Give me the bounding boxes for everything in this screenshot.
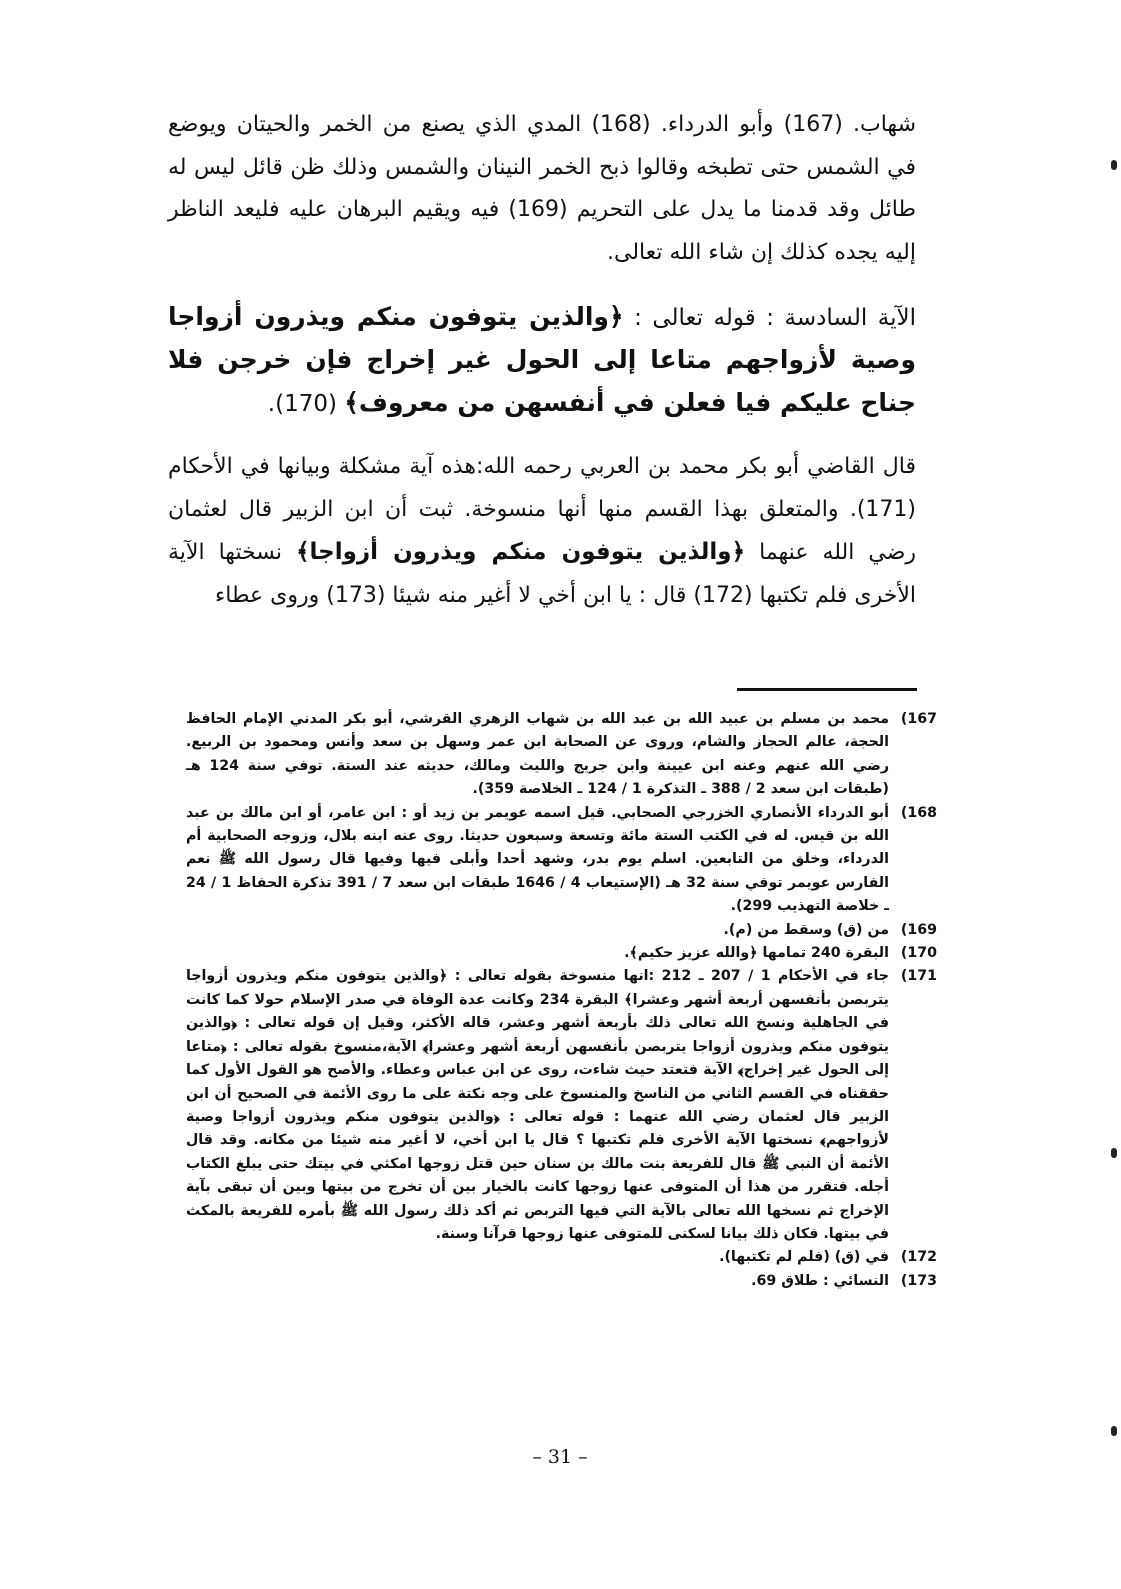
- footnote-167: [186, 708, 937, 802]
- footnote-text: النسائي : طلاق 69.: [751, 1272, 889, 1289]
- verse-intro: الآية السادسة : قوله تعالى :: [623, 305, 916, 331]
- paragraph-text-part-b: نسختها الآية الأخرى فلم تكتبها (172) قال : يا ابن أخي لا أغير منه شيئا (173) وروى عطاء: [168, 540, 916, 608]
- footnote-text: أبو الدرداء الأنصاري الخزرجي الصحابي. قيل اسمه عويمر بن زيد أو : ابن عامر، أو ابن مالك بن عبد الله بن قيس. له في الكتب الستة مائة وتسعة وسبعون حديثا. روى عنه ابنه بلال، وزوجه الصحابية أم الدرداء، وخلق من التابعين. اسلم يوم بدر، وشهد أحدا وأبلى فيها وفيها قال رسول الله ﷺ نعم الفارس عويمر توفي سنة 32 هـ (الإستيعاب 4 / 1646 طبقات ابن سعد 7 / 391 تذكرة الحفاظ 1 / 24 ـ خلاصة التهذيب 299).: [186, 804, 890, 915]
- quranic-verse: ﴿والذين يتوفون منكم ويذرون أزواجا وصية لأزواجهم متاعا إلى الحول غير إخراج فإن خرجن فلا جناح عليكم فيا فعلن في أنفسهن من معروف﴾: [168, 302, 916, 417]
- verse-footnote-ref: (170).: [267, 391, 345, 417]
- footnote-text: جاء في الأحكام 1 / 207 ـ 212 :انها منسوخة بقوله تعالى : ﴿والذين يتوفون منكم ويذرون أزواجا يتربصن بأنفسهن أربعة أشهر وعشرا﴾ البقرة 234 وكانت عدة الوفاة في صدر الإسلام حولا كما كانت في الجاهلية ونسخ الله تعالى ذلك بأربعة أشهر وعشر، قاله الأكثر، وقيل إن قوله تعالى : ﴿والذين يتوفون منكم ويذرون أزواجا يتربصن بأنفسهن أربعة أشهر وعشرا﴾ الآية،منسوخ بقوله تعالى : ﴿متاعا إلى الحول غير إخراج﴾ الآية فتعتد حيث شاءت، روى عن ابن عباس وعطاء. والأصح هو القول الأول كما حققناه في القسم الثاني من الناسخ والمنسوخ على وجه نكتة على ما روى الأئمة في الصحيح أن ابن الزبير قال لعثمان رضي الله عنهما : قوله تعالى : ﴿والذين يتوفون منكم ويذرون أزواجا وصية لأزواجهم﴾ نسختها الآية الأخرى فلم تكتبها ؟ قال يا ابن أخي، لا أغير منه شيئا من مكانه. وقد قال الأئمة أن النبي ﷺ قال للفريعة بنت مالك بن سنان حين قتل زوجها امكثي في بيتك حتى يبلغ الكتاب أجله. فتقرر من هذا أن المتوفى عنها زوجها كانت بالخيار بين أن تخرج من بيتها وبين أن تبقى بآية الإخراج ثم نسخها الله تعالى بالآية التي فيها التربص ثم أكد ذلك رسول الله ﷺ بأمره للفريعة بالمكث في بيتها. فكان ذلك بيانا لسكنى للمتوفى عنها زوجها قرآنا وسنة.: [186, 968, 890, 1242]
- scan-artifact: [1111, 160, 1117, 170]
- footnote-number: (173: [900, 1272, 937, 1289]
- scan-artifact: [1111, 1426, 1117, 1436]
- verse-block: [168, 296, 916, 425]
- page-number: – 31 –: [532, 1446, 588, 1468]
- footnote-number: (169: [900, 921, 937, 938]
- main-paragraph-1: [168, 104, 916, 274]
- verse-paragraph: [168, 296, 916, 425]
- quranic-verse-inline: ﴿والذين يتوفون منكم ويذرون أزواجا﴾: [296, 539, 746, 565]
- paragraph-text-part-a: قال القاضي أبو بكر محمد بن العربي رحمه الله:هذه آية مشكلة وبيانها في الأحكام (171). والمتعلق بهذا القسم منها أنها منسوخة. ثبت أن ابن الزبير قال لعثمان رضي الله عنهما: [168, 454, 917, 565]
- footnote-170: [186, 942, 937, 965]
- footnote-number: (172: [900, 1249, 937, 1266]
- footnote-separator: [737, 688, 917, 691]
- footnote-text: من (ق) وسقط من (م).: [723, 921, 889, 938]
- footnote-number: (171: [900, 968, 937, 985]
- footnote-text: في (ق) (فلم لم تكتبها).: [719, 1249, 889, 1266]
- paragraph-text: [168, 446, 916, 617]
- footnote-text: البقرة 240 تمامها ﴿والله عزيز حكيم﴾.: [624, 945, 889, 962]
- footnotes: [186, 708, 937, 1293]
- footnote-number: (168: [900, 804, 937, 821]
- footnote-172: [186, 1246, 937, 1269]
- paragraph-text: شهاب. (167) وأبو الدرداء. (168) المدي الذي يصنع من الخمر والحيتان ويوضع في الشمس حتى تطبخه وقالوا ذبح الخمر النينان والشمس وذلك ظن قائل ليس له طائل وقد قدمنا ما يدل على التحريم (169) فيه ويقيم البرهان عليه فليعد الناظر إليه يجده كذلك إن شاء الله تعالى.: [168, 112, 917, 265]
- footnote-169: [186, 919, 937, 942]
- footnote-173: [186, 1270, 937, 1293]
- footnote-number: (170: [900, 945, 937, 962]
- footnote-171: [186, 965, 937, 1246]
- main-paragraph-3: [168, 446, 916, 617]
- footnote-text: محمد بن مسلم بن عبيد الله بن عبد الله بن شهاب الزهري القرشي، أبو بكر المدني الإمام الحافظ الحجة، عالم الحجاز والشام، وروى عن الصحابة ابن عمر وسهل بن سعد وأنس ومحمود بن الربيع. رضي الله عنهم وعنه ابن عيينة وابن جريج والليث ومالك، حديثه عند الستة. توفي سنة 124 هـ (طبقات ابن سعد 2 / 388 ـ التذكرة 1 / 124 ـ الخلاصة 359).: [186, 711, 889, 798]
- scan-artifact: [1111, 1148, 1117, 1158]
- footnote-number: (167: [900, 711, 937, 727]
- footnote-168: [186, 802, 937, 919]
